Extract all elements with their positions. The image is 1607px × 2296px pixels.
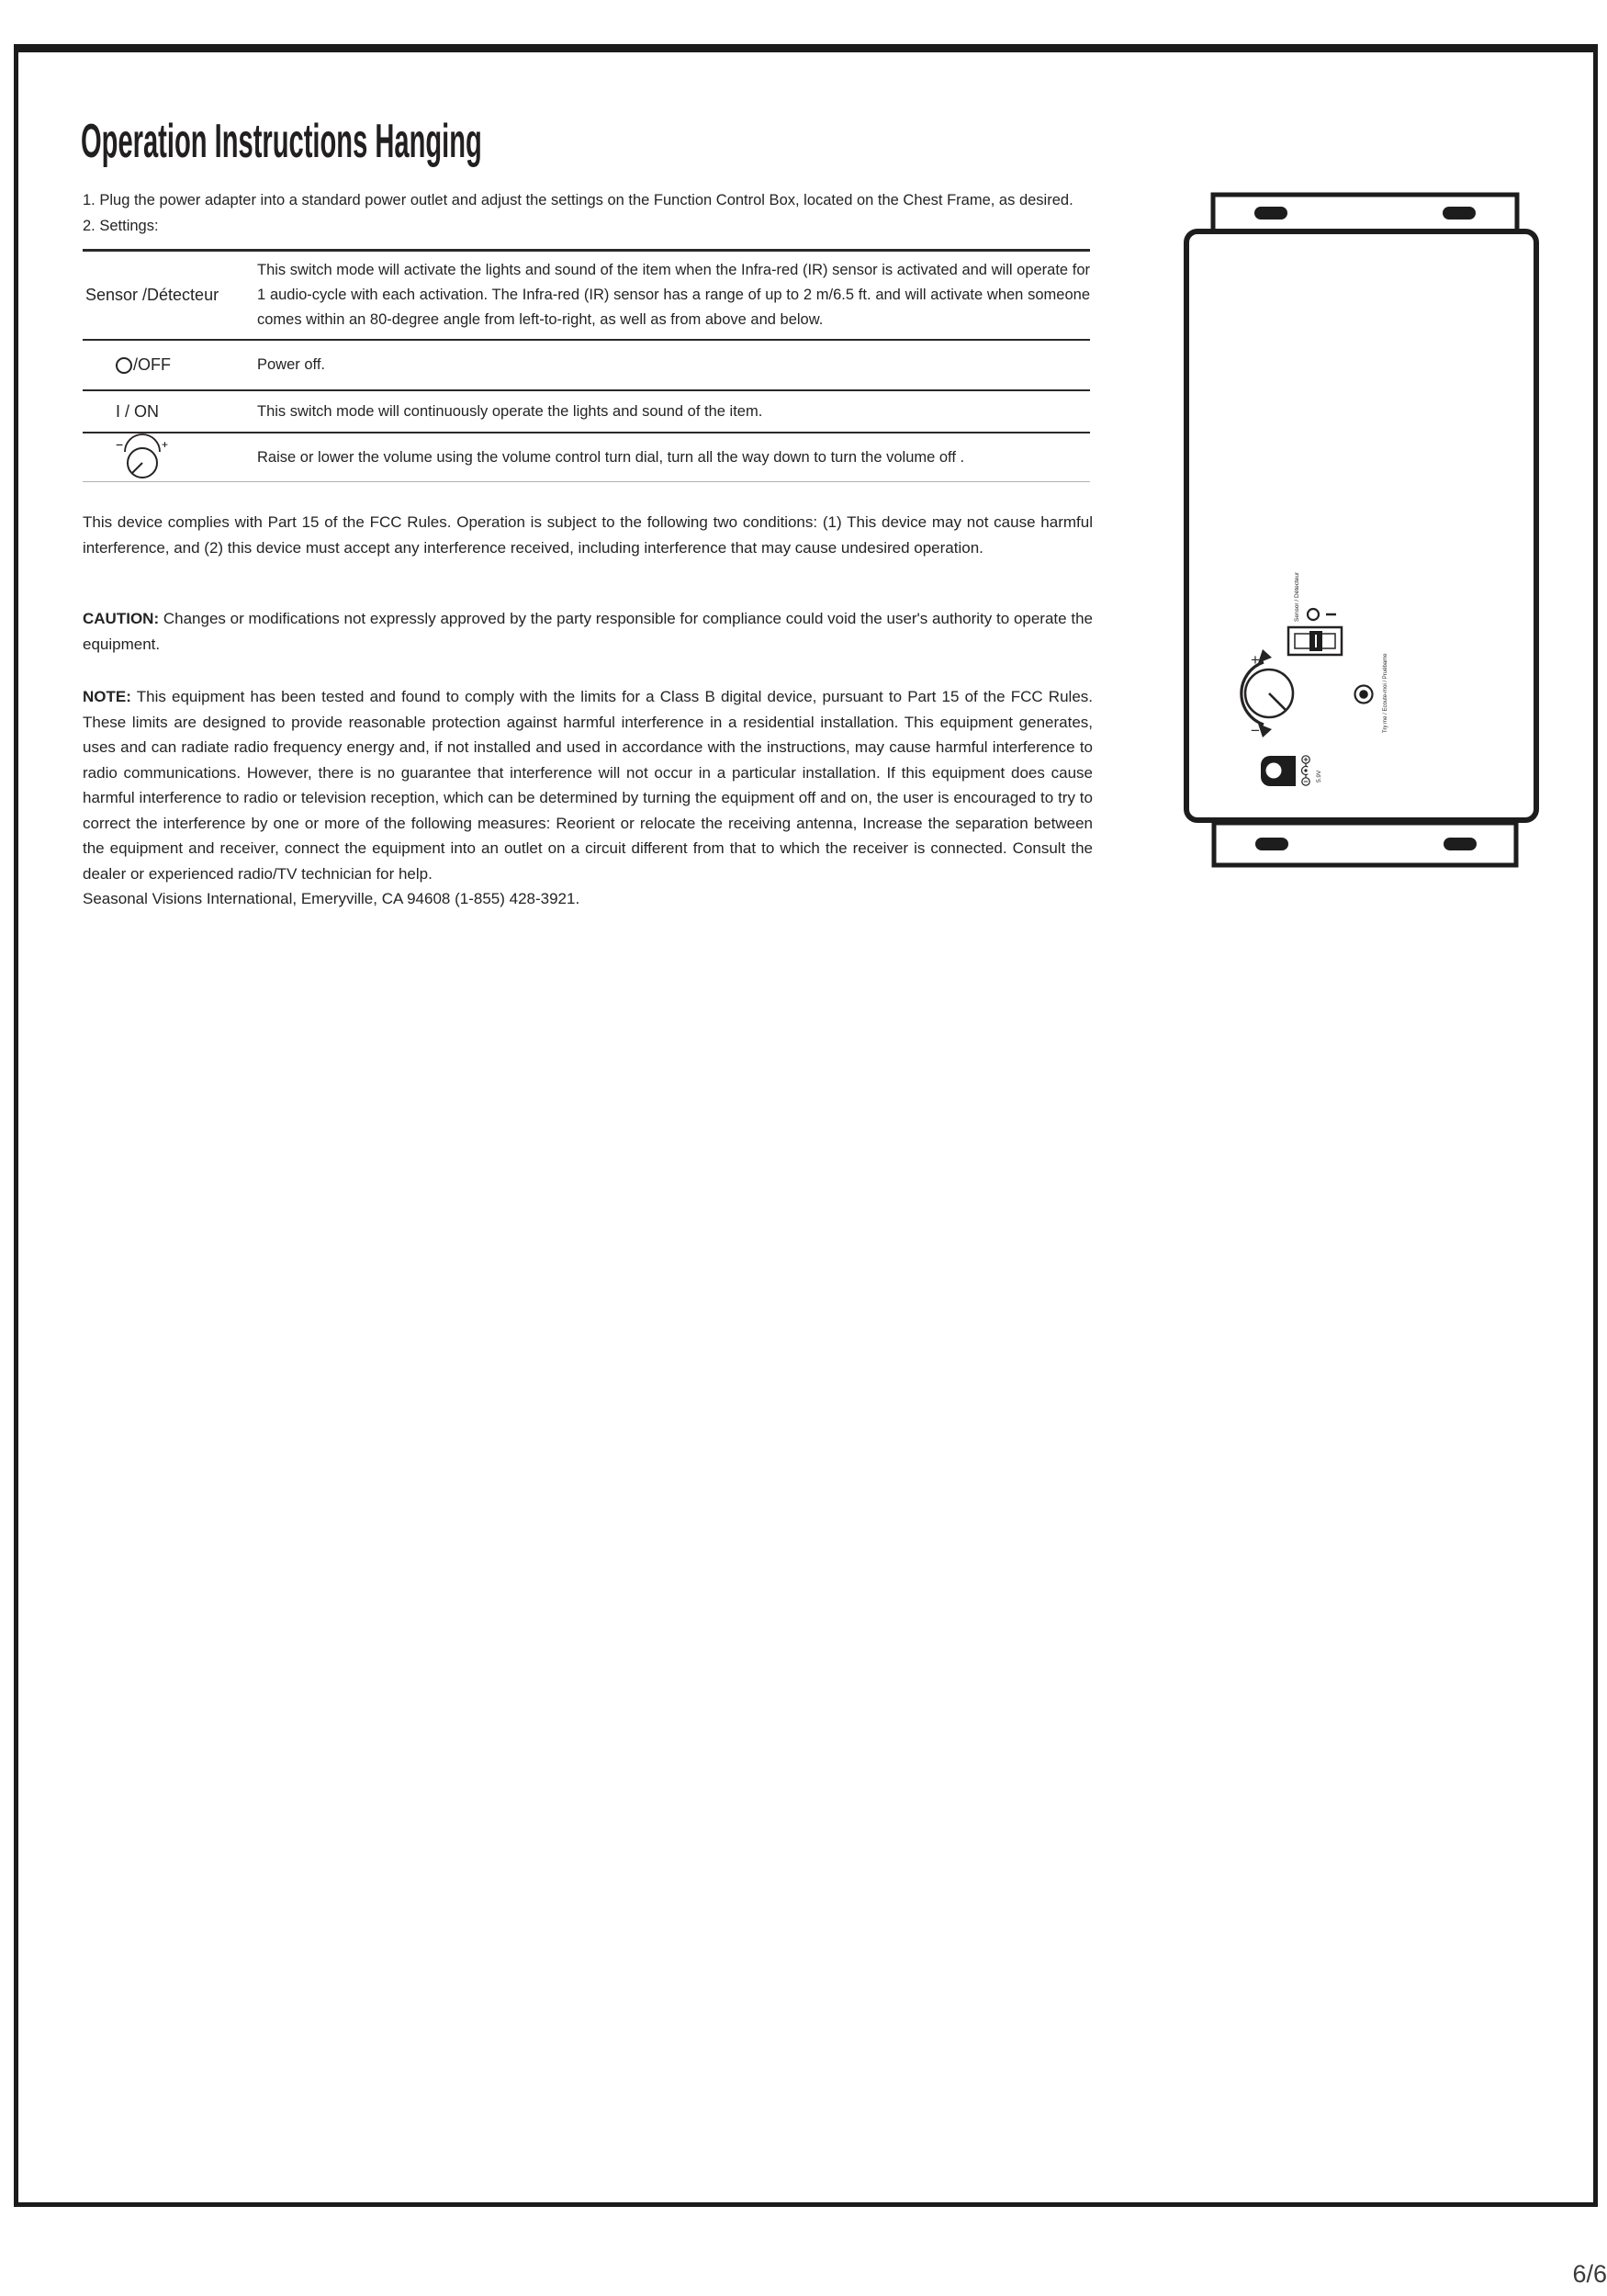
- caution-statement: [83, 606, 1093, 657]
- dial-minus-label: −: [1251, 722, 1260, 739]
- table-row-sensor: [83, 252, 1090, 341]
- try-me-label: Try me / Ecoute-moi / Pruébame: [1383, 653, 1388, 733]
- table-row-volume: [83, 433, 1090, 482]
- company-address: Seasonal Visions International, Emeryville, CA 94608 (1-855) 428-3921.: [83, 890, 580, 907]
- row-label-off-text: /OFF: [133, 355, 171, 374]
- table-row-on: [83, 391, 1090, 433]
- bracket-slot-icon: [1255, 838, 1288, 850]
- row-desc-volume: Raise or lower the volume using the volume control turn dial, turn all the way down to turn the volume off .: [257, 448, 965, 466]
- control-box-drawing: [1175, 184, 1552, 882]
- bracket-slot-icon: [1443, 207, 1476, 219]
- power-jack-hole: [1266, 763, 1282, 779]
- page-number: 6/6: [1572, 2260, 1607, 2288]
- settings-table: [83, 249, 1090, 482]
- row-label-sensor: Sensor /Détecteur: [85, 286, 219, 304]
- function-control-box-diagram: [1175, 184, 1552, 882]
- note-statement: [83, 684, 1093, 912]
- row-desc-sensor: This switch mode will activate the lights and sound of the item when the Infra-red (IR) sensor is activated and will operate for 1 audio-cycle with each activation. The Infra-red (IR) sensor has a range of up to 2 m/6.5 ft. and will activate when someone comes within an 80-degree angle from left-to-right, as well as from above and below.: [257, 262, 1090, 328]
- volume-plus-label: +: [162, 438, 169, 451]
- row-desc-on: This switch mode will continuously operate the lights and sound of the item.: [257, 402, 763, 420]
- instruction-steps: [83, 187, 1102, 239]
- instruction-step-1: 1. Plug the power adapter into a standard power outlet and adjust the settings on the Function Control Box, located on the Chest Frame, as desired.: [83, 192, 1073, 208]
- page-title: Operation Instructions Hanging: [81, 115, 482, 168]
- volume-dial-icon: [116, 433, 169, 481]
- row-label-on: I / ON: [116, 401, 160, 421]
- caution-label: CAUTION:: [83, 610, 160, 627]
- row-label-off: [83, 355, 257, 375]
- sensor-switch-label: Sensor / Détecteur: [1294, 571, 1300, 622]
- row-label-volume: [83, 433, 257, 481]
- caution-text: Changes or modifications not expressly approved by the party responsible for compliance could void the user's authority to operate the equipment.: [83, 610, 1093, 653]
- note-label: NOTE:: [83, 688, 131, 705]
- power-jack-icon: [1287, 756, 1296, 786]
- power-off-circle-icon: [116, 357, 132, 374]
- fcc-statement: This device complies with Part 15 of the FCC Rules. Operation is subject to the following two conditions: (1) This device may not cause harmful interference, and (2) this device must accept any interference received, including interference that may cause undesired operation.: [83, 513, 1093, 557]
- instruction-step-2: 2. Settings:: [83, 218, 159, 234]
- table-row-off: [83, 341, 1090, 391]
- bracket-slot-icon: [1254, 207, 1287, 219]
- control-box-body: [1186, 231, 1536, 820]
- dial-plus-label: +: [1251, 651, 1260, 669]
- voltage-label: 5.9V: [1316, 770, 1322, 782]
- try-me-button-center: [1359, 690, 1368, 699]
- note-text: This equipment has been tested and found to comply with the limits for a Class B digital device, pursuant to Part 15 of the FCC Rules. These limits are designed to provide reasonable protection against harmful interference in a residential installation. This equipment generates, uses and can radiate radio frequency energy and, if not installed and used in accordance with the instructions, may cause harmful interference to radio communications. However, there is no guarantee that interference will not occur in a particular installation. If this equipment does cause harmful interference to radio or television reception, which can be determined by turning the equipment off and on, the user is encouraged to try to correct the interference by one or more of the following measures: Reorient or relocate the receiving antenna, Increase the separation between the equipment and receiver, connect the equipment into an outlet on a circuit different from that to which the receiver is connected. Consult the dealer or experienced radio/TV technician for help.: [83, 688, 1093, 883]
- bracket-slot-icon: [1444, 838, 1477, 850]
- volume-minus-label: −: [116, 437, 124, 452]
- row-desc-off: Power off.: [257, 356, 325, 373]
